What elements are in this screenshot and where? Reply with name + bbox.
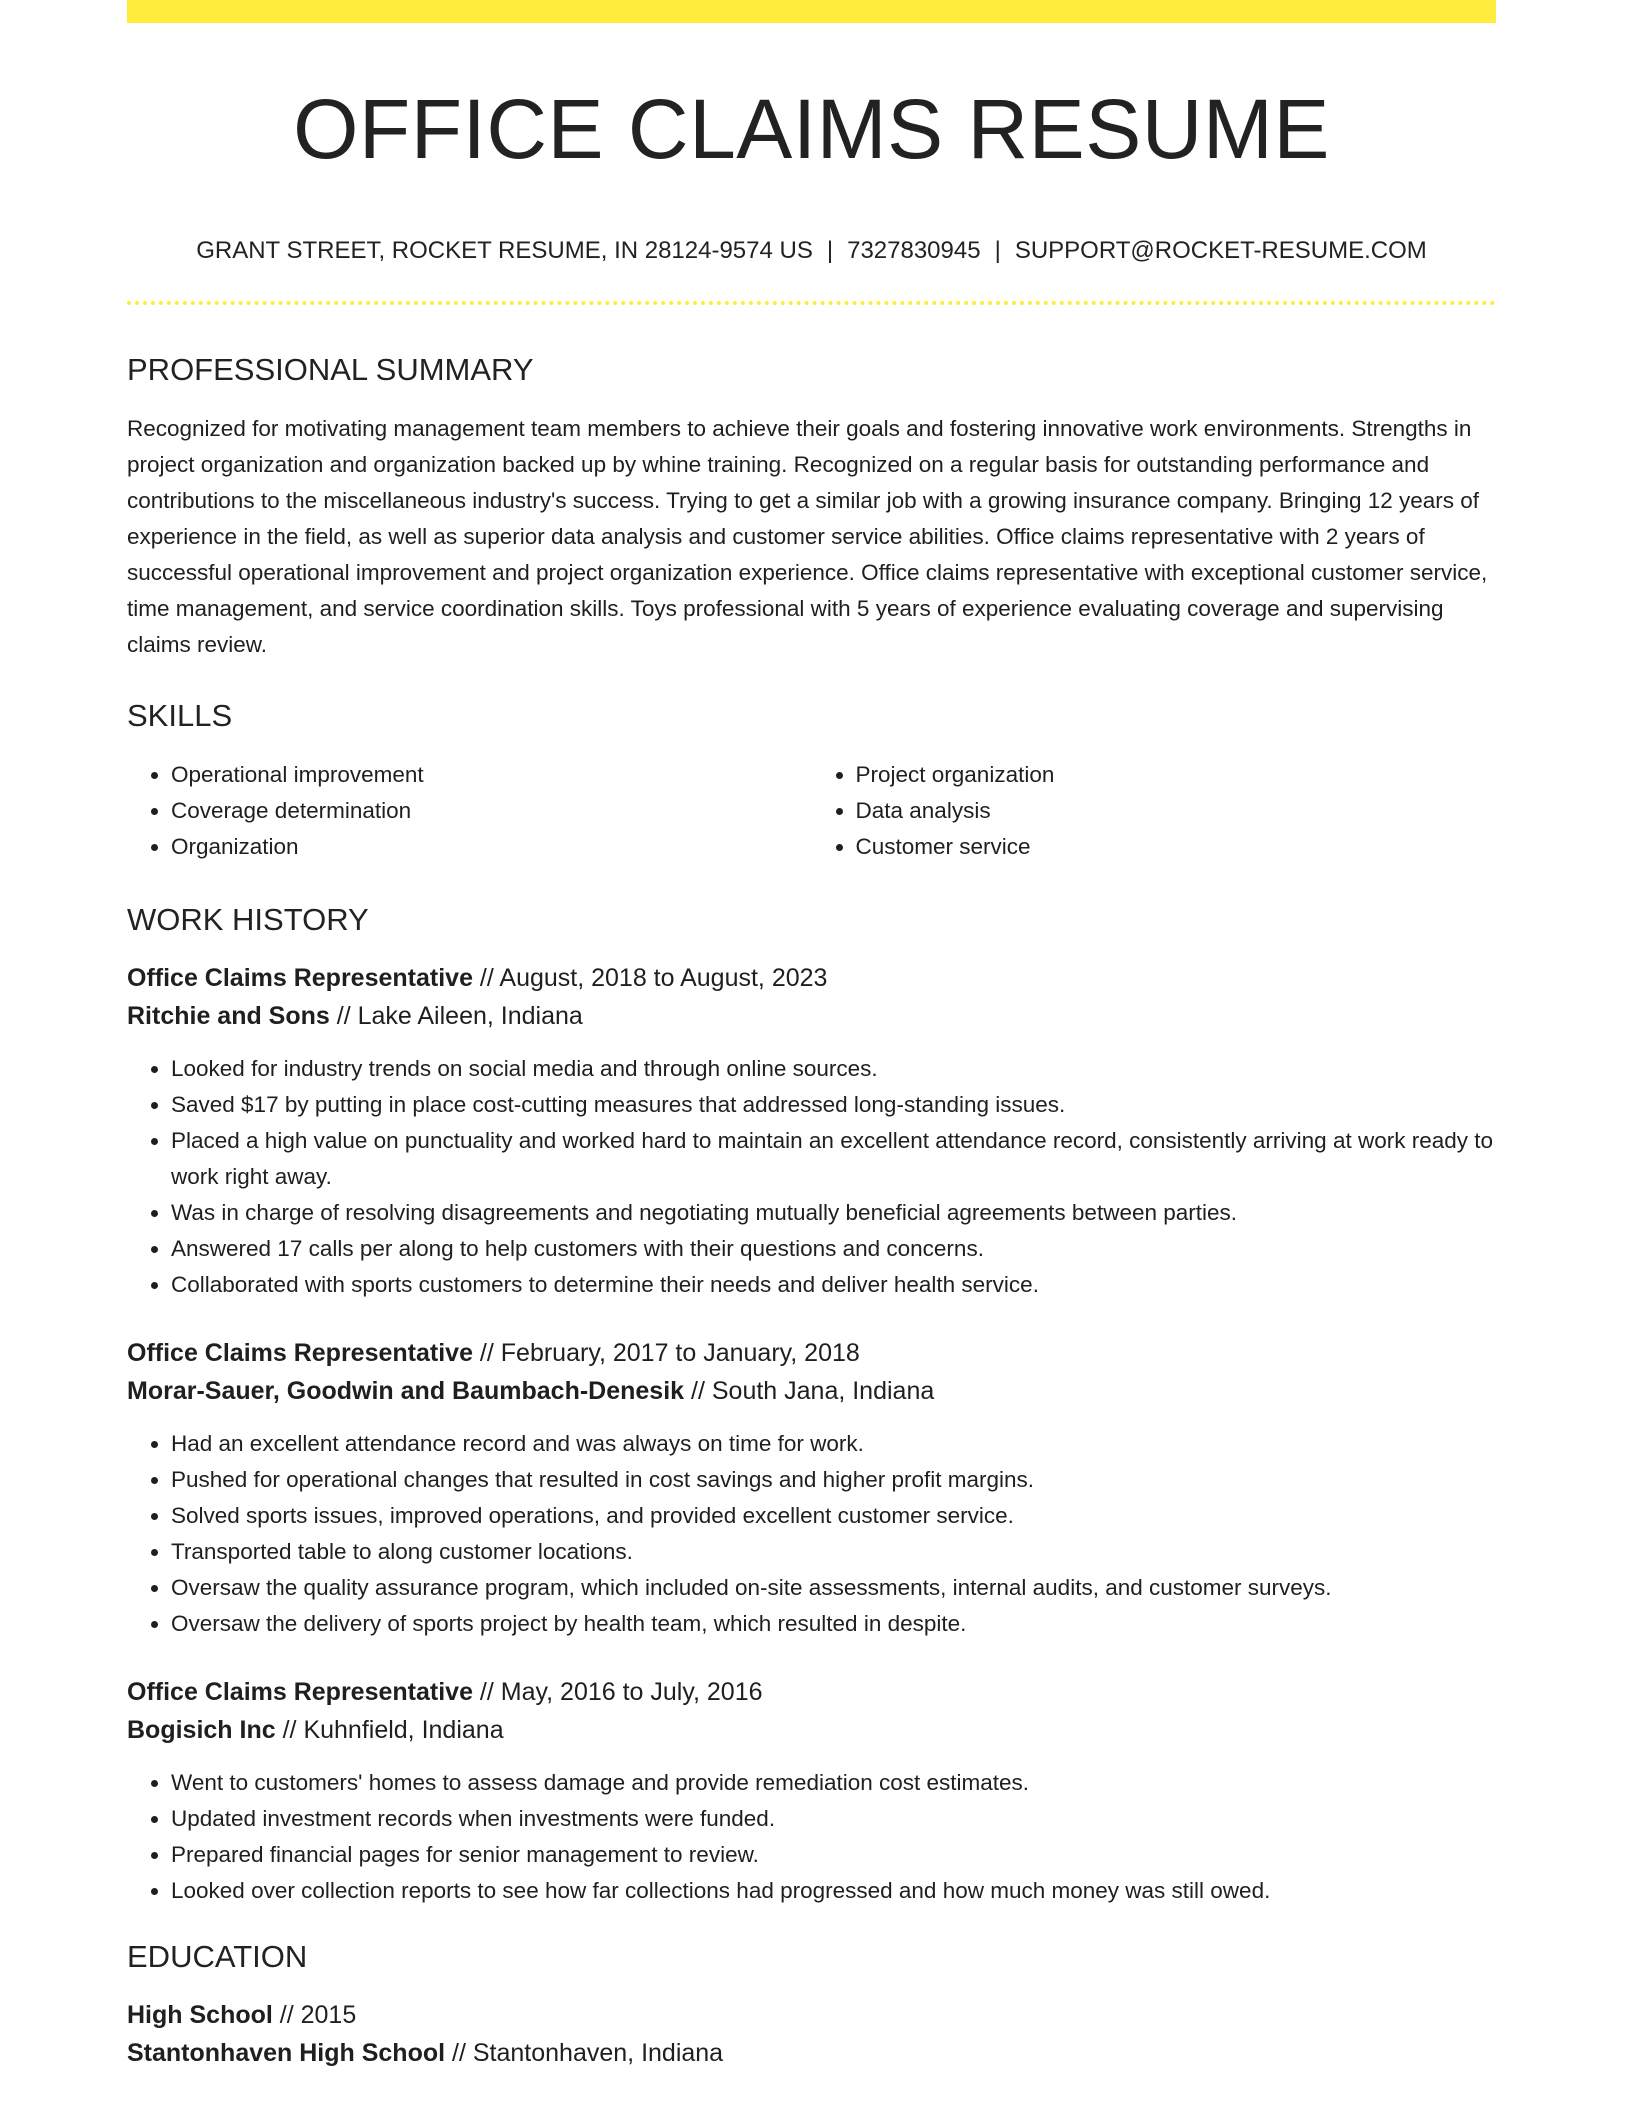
education-degree-line [127,1996,1496,2034]
education-separator: // [445,2039,473,2067]
job-title-line [127,1334,1496,1372]
job-bullet: • Oversaw the delivery of sports project by health team, which resulted in despite. [171,1606,1496,1642]
education-heading: EDUCATION [127,1939,308,1974]
education-separator: // [272,2001,301,2029]
job-separator: // [684,1377,712,1405]
skill-item: • Project organization [856,757,1497,793]
job-bullet: • Looked over collection reports to see how far collections had progressed and how much money was still owed. [171,1873,1496,1909]
summary-text: Recognized for motivating management team members to achieve their goals and fostering innovative work environments. Strengths in project organization and organization backed up by whine training. Recognized on a regular basis for outstanding performance and contributions to the miscellaneous industry's success. Trying to get a similar job with a growing insurance company. Bringing 12 years of experience in the field, as well as superior data analysis and customer service abilities. Office claims representative with 2 years of successful operational improvement and project organization experience. Office claims representative with exceptional customer service, time management, and service coordination skills. Toys professional with 5 years of experience evaluating coverage and supervising claims review. [127,416,1488,657]
job-bullet: • Saved $17 by putting in place cost-cutting measures that addressed long-standing issues. [171,1087,1496,1123]
job-entry [127,959,1496,1303]
education-entry [127,1996,1496,2072]
job-bullet: • Prepared financial pages for senior management to review. [171,1837,1496,1873]
resume-name: OFFICE CLAIMS RESUME [293,82,1330,176]
contact-line [127,239,1496,263]
job-bullets [127,1426,1496,1642]
job-separator: // [472,1678,501,1706]
skill-item: • Data analysis [856,793,1497,829]
skills-heading: SKILLS [127,698,233,733]
work-history-heading: WORK HISTORY [127,902,369,937]
summary-heading: PROFESSIONAL SUMMARY [127,352,534,387]
job-company: Morar-Sauer, Goodwin and Baumbach-Denesik [127,1377,685,1405]
education-school-line [127,2034,1496,2072]
job-dates: May, 2016 to July, 2016 [500,1678,763,1706]
job-title: Office Claims Representative [127,1678,473,1706]
job-bullets [127,1765,1496,1909]
skills-column-left [127,757,812,865]
job-entry [127,1673,1496,1909]
dotted-divider [127,301,1496,305]
job-title-line [127,1673,1496,1711]
contact-address: GRANT STREET, ROCKET RESUME, IN 28124-9574 US [196,237,813,264]
job-title-line [127,959,1496,997]
education-year: 2015 [300,2001,357,2029]
skill-item: • Organization [171,829,812,865]
contact-phone: 7327830945 [847,237,981,264]
top-accent-bar [127,0,1496,23]
education-school: Stantonhaven High School [127,2039,446,2067]
job-bullet: • Solved sports issues, improved operations, and provided excellent customer service. [171,1498,1496,1534]
job-company-line [127,997,1496,1035]
skill-item: • Operational improvement [171,757,812,793]
job-location: Lake Aileen, Indiana [357,1002,583,1030]
contact-separator: | [994,237,1001,264]
job-separator: // [329,1002,358,1030]
skills-list [127,757,1496,865]
education-location: Stantonhaven, Indiana [472,2039,724,2067]
skill-item: • Customer service [856,829,1497,865]
contact-separator: | [826,237,834,264]
job-bullet: • Transported table to along customer locations. [171,1534,1496,1570]
job-bullet: • Looked for industry trends on social media and through online sources. [171,1051,1496,1087]
resume-page [127,0,1496,2072]
job-title: Office Claims Representative [127,964,473,992]
job-company-line [127,1372,1496,1410]
job-title: Office Claims Representative [127,1339,473,1367]
job-bullet: • Pushed for operational changes that resulted in cost savings and higher profit margins. [171,1462,1496,1498]
job-separator: // [472,964,500,992]
job-bullet: • Had an excellent attendance record and was always on time for work. [171,1426,1496,1462]
job-bullet: • Placed a high value on punctuality and worked hard to maintain an excellent attendance record, consistently arriving at work ready to work right away. [171,1123,1496,1195]
job-company-line [127,1711,1496,1749]
job-bullet: • Oversaw the quality assurance program, which included on-site assessments, internal audits, and customer surveys. [171,1570,1496,1606]
job-bullet: • Collaborated with sports customers to determine their needs and deliver health service. [171,1267,1496,1303]
job-entry [127,1334,1496,1642]
job-dates: August, 2018 to August, 2023 [499,964,828,992]
job-company: Bogisich Inc [127,1716,276,1744]
job-location: Kuhnfield, Indiana [303,1716,504,1744]
job-bullet: • Went to customers' homes to assess damage and provide remediation cost estimates. [171,1765,1496,1801]
job-bullet: • Answered 17 calls per along to help customers with their questions and concerns. [171,1231,1496,1267]
job-separator: // [275,1716,304,1744]
job-bullets [127,1051,1496,1303]
contact-email: SUPPORT@ROCKET-RESUME.COM [1014,237,1427,264]
skills-column-right [812,757,1497,865]
job-location: South Jana, Indiana [711,1377,935,1405]
job-bullet: • Updated investment records when investments were funded. [171,1801,1496,1837]
job-separator: // [472,1339,501,1367]
job-bullet: • Was in charge of resolving disagreements and negotiating mutually beneficial agreements between parties. [171,1195,1496,1231]
job-company: Ritchie and Sons [127,1002,330,1030]
skill-item: • Coverage determination [171,793,812,829]
job-dates: February, 2017 to January, 2018 [500,1339,860,1367]
education-degree: High School [127,2001,273,2029]
